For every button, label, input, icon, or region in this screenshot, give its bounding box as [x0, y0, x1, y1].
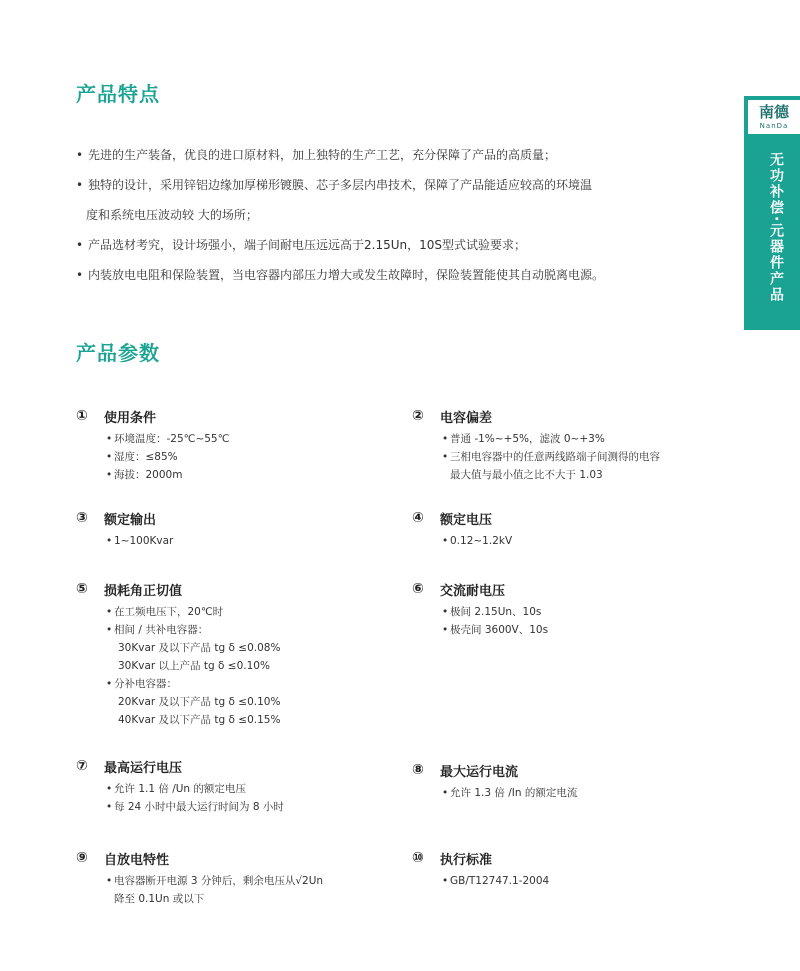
param-title: 交流耐电压 [440, 583, 506, 599]
param-number: ⑥ [412, 581, 424, 597]
param-item: • 海拔：2000m [106, 466, 376, 484]
features-list [76, 140, 636, 290]
param-number: ⑨ [76, 850, 88, 866]
param-title: 电容偏差 [440, 410, 493, 426]
side-category-tab [744, 96, 800, 330]
param-item: • 允许 1.1 倍 /Un 的额定电压 [106, 780, 376, 798]
param-number: ① [76, 408, 88, 424]
param-block-standard [412, 848, 712, 890]
param-title: 自放电特性 [104, 852, 170, 868]
param-title: 执行标准 [440, 852, 493, 868]
param-item: • 环境温度：-25℃~55℃ [106, 430, 376, 448]
param-item: 40Kvar 及以下产品 tg δ ≤0.15% [118, 714, 281, 726]
param-item: • 湿度：≤85% [106, 448, 376, 466]
param-item: • 分补电容器： [106, 675, 376, 693]
param-item: • 相间 / 共补电容器： [106, 621, 376, 639]
param-number: ⑩ [412, 850, 424, 866]
brand-logo-en: NanDa [759, 122, 789, 130]
param-title: 损耗角正切值 [104, 583, 183, 599]
param-block-voltage [412, 508, 712, 550]
param-title: 额定输出 [104, 512, 157, 528]
param-title: 使用条件 [104, 410, 157, 426]
features-heading: 产品特点 [76, 82, 160, 106]
param-item: 20Kvar 及以下产品 tg δ ≤0.10% [118, 696, 281, 708]
param-item: • 普通 -1%~+5%，滤波 0~+3% [442, 430, 742, 448]
param-item: • GB/T12747.1-2004 [442, 872, 712, 890]
param-block-capacitance [412, 406, 742, 484]
param-item: • 三相电容器中的任意两线路端子间测得的电容 [442, 448, 742, 466]
param-item: 降至 0.1Un 或以下 [114, 893, 205, 905]
param-title: 额定电压 [440, 512, 493, 528]
feature-item: • 先进的生产装备，优良的进口原材料，加上独特的生产工艺，充分保障了产品的高质量； [76, 140, 636, 170]
category-label: 无功补偿·元器件产品 [768, 152, 784, 304]
param-block-conditions [76, 406, 376, 484]
param-block-output [76, 508, 376, 550]
param-item: 30Kvar 以上产品 tg δ ≤0.10% [118, 660, 270, 672]
params-heading: 产品参数 [76, 341, 160, 365]
param-block-ac-withstand [412, 579, 712, 639]
param-title: 最大运行电流 [440, 764, 519, 780]
param-block-self-discharge [76, 848, 376, 908]
param-title: 最高运行电压 [104, 760, 183, 776]
param-item: • 每 24 小时中最大运行时间为 8 小时 [106, 798, 376, 816]
param-block-loss-tangent [76, 579, 376, 729]
param-item: • 在工频电压下，20℃时 [106, 603, 376, 621]
feature-item: • 独特的设计，采用锌铝边缘加厚梯形镀膜、芯子多层内串技术，保障了产品能适应较高的环境温 度和系统电压波动较 大的场所； [76, 170, 636, 230]
param-item: • 允许 1.3 倍 /In 的额定电流 [442, 784, 712, 802]
param-block-max-voltage [76, 756, 376, 816]
feature-item: • 内装放电电阻和保险装置，当电容器内部压力增大或发生故障时，保险装置能使其自动脱离电源。 [76, 260, 636, 290]
param-item: 30Kvar 及以下产品 tg δ ≤0.08% [118, 642, 281, 654]
feature-item: • 产品选材考究，设计场强小，端子间耐电压远远高于2.15Un，10S型式试验要求； [76, 230, 636, 260]
param-block-max-current [412, 760, 712, 802]
param-number: ④ [412, 510, 424, 526]
param-number: ⑤ [76, 581, 88, 597]
brand-logo [748, 100, 800, 134]
param-number: ⑦ [76, 758, 88, 774]
param-item: • 1~100Kvar [106, 532, 376, 550]
param-item: 最大值与最小值之比不大于 1.03 [450, 469, 603, 481]
param-number: ② [412, 408, 424, 424]
param-number: ⑧ [412, 762, 424, 778]
param-number: ③ [76, 510, 88, 526]
brand-logo-cn: 南德 [758, 103, 789, 121]
param-item: • 极壳间 3600V、10s [442, 621, 712, 639]
param-item: • 0.12~1.2kV [442, 532, 712, 550]
param-item: • 极间 2.15Un、10s [442, 603, 712, 621]
param-item: • 电容器断开电源 3 分钟后，剩余电压从√2Un [106, 872, 376, 890]
